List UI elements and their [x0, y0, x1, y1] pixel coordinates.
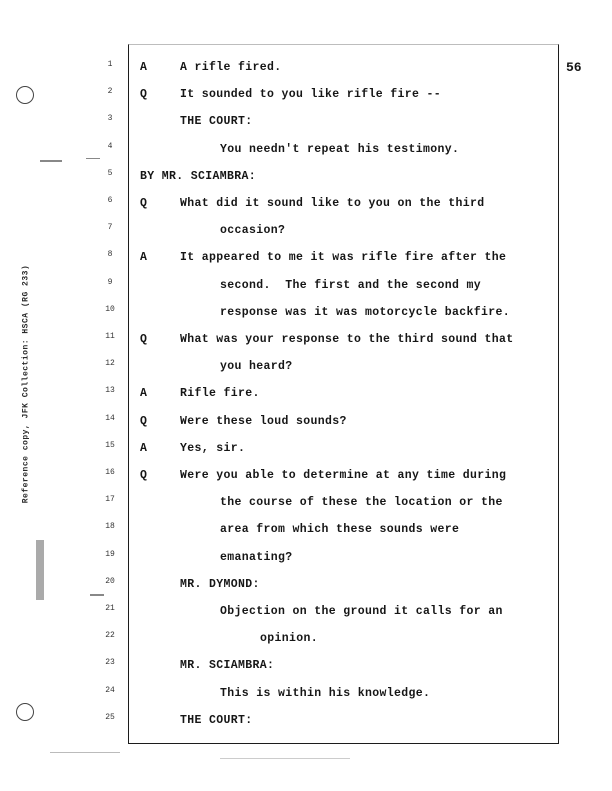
speaker-marker: A: [140, 61, 148, 74]
line-number: 16: [105, 468, 115, 477]
transcript-line: [0, 358, 612, 378]
transcript-line: [0, 657, 612, 677]
speaker-marker: Q: [140, 333, 148, 346]
line-number: 15: [105, 440, 115, 450]
transcript-line: [0, 494, 612, 514]
scan-mark: [50, 752, 120, 753]
line-text: area from which these sounds were: [220, 523, 460, 537]
transcript-line: [0, 685, 612, 705]
line-text: Were you able to determine at any time during: [180, 469, 507, 482]
line-number: 3: [107, 114, 113, 124]
line-text: What did it sound like to you on the third: [180, 197, 485, 210]
transcript-line: [0, 331, 612, 351]
line-number: 22: [105, 631, 115, 641]
line-number: 4: [107, 141, 113, 151]
line-number: 11: [105, 332, 115, 341]
transcript-line: [0, 195, 612, 215]
transcript-line: [0, 113, 612, 133]
line-number: 7: [107, 223, 113, 233]
line-text: Rifle fire.: [180, 387, 260, 401]
line-text: This is within his knowledge.: [220, 686, 431, 700]
speaker-marker: A: [140, 251, 148, 265]
scan-mark: [220, 758, 350, 759]
transcript-line: [0, 413, 612, 433]
transcript-line: [0, 549, 612, 569]
transcript-line: [0, 603, 612, 623]
speaker-marker: A: [140, 441, 148, 455]
line-text: THE COURT:: [180, 115, 253, 129]
speaker-marker: Q: [140, 414, 148, 428]
line-text: BY MR. SCIAMBRA:: [140, 169, 257, 183]
line-number: 19: [105, 549, 115, 559]
transcript-line: [0, 59, 612, 79]
transcript-line: [0, 467, 612, 487]
line-text: Objection on the ground it calls for an: [220, 605, 503, 618]
transcript-line: [0, 712, 612, 732]
line-number: 5: [107, 168, 113, 178]
transcript-line: [0, 385, 612, 405]
transcript-line: [0, 277, 612, 297]
transcript-line: [0, 630, 612, 650]
line-text: THE COURT:: [180, 713, 253, 727]
transcript-line: [0, 249, 612, 269]
line-number: 12: [105, 359, 115, 369]
line-text: emanating?: [220, 550, 293, 564]
line-number: 21: [105, 604, 115, 613]
line-text: you heard?: [220, 360, 293, 374]
transcript-line: [0, 576, 612, 596]
line-number: 23: [105, 658, 115, 668]
transcript-line: [0, 304, 612, 324]
line-number: 8: [107, 250, 113, 260]
line-number: 14: [105, 413, 115, 423]
transcript-line: [0, 440, 612, 460]
line-text: A rifle fired.: [180, 61, 282, 74]
line-number: 18: [105, 522, 115, 532]
line-number: 20: [105, 576, 115, 586]
transcript-line: [0, 168, 612, 188]
line-number: 10: [105, 304, 115, 314]
line-text: the course of these the location or the: [220, 496, 503, 510]
line-number: 25: [105, 712, 115, 722]
transcript-line: [0, 141, 612, 161]
line-text: It sounded to you like rifle fire --: [180, 88, 442, 102]
speaker-marker: Q: [140, 197, 148, 210]
line-number: 9: [107, 277, 113, 287]
line-number: 1: [107, 60, 113, 69]
line-text: What was your response to the third sound that: [180, 333, 514, 346]
transcript-line: [0, 521, 612, 541]
line-text: You needn't repeat his testimony.: [220, 142, 460, 156]
line-text: Yes, sir.: [180, 441, 246, 455]
line-number: 6: [107, 196, 113, 205]
line-text: Were these loud sounds?: [180, 414, 347, 428]
line-number: 13: [105, 386, 115, 396]
line-text: MR. DYMOND:: [180, 577, 260, 591]
speaker-marker: Q: [140, 88, 148, 102]
line-number: 24: [105, 685, 115, 695]
line-number: 17: [105, 495, 115, 505]
line-text: occasion?: [220, 224, 286, 238]
page-number: 56: [566, 60, 582, 75]
line-text: It appeared to me it was rifle fire after the: [180, 251, 507, 265]
line-text: opinion.: [260, 632, 319, 646]
archive-stamp-text: Reference copy, JFK Collection: HSCA (RG 233): [21, 264, 31, 504]
line-number: 2: [107, 87, 113, 97]
transcript-line: [0, 222, 612, 242]
line-text: second. The first and the second my: [220, 278, 482, 292]
transcript-line: [0, 86, 612, 106]
speaker-marker: Q: [140, 469, 148, 482]
line-text: MR. SCIAMBRA:: [180, 659, 275, 673]
line-text: response was it was motorcycle backfire.: [220, 305, 511, 319]
speaker-marker: A: [140, 387, 148, 401]
